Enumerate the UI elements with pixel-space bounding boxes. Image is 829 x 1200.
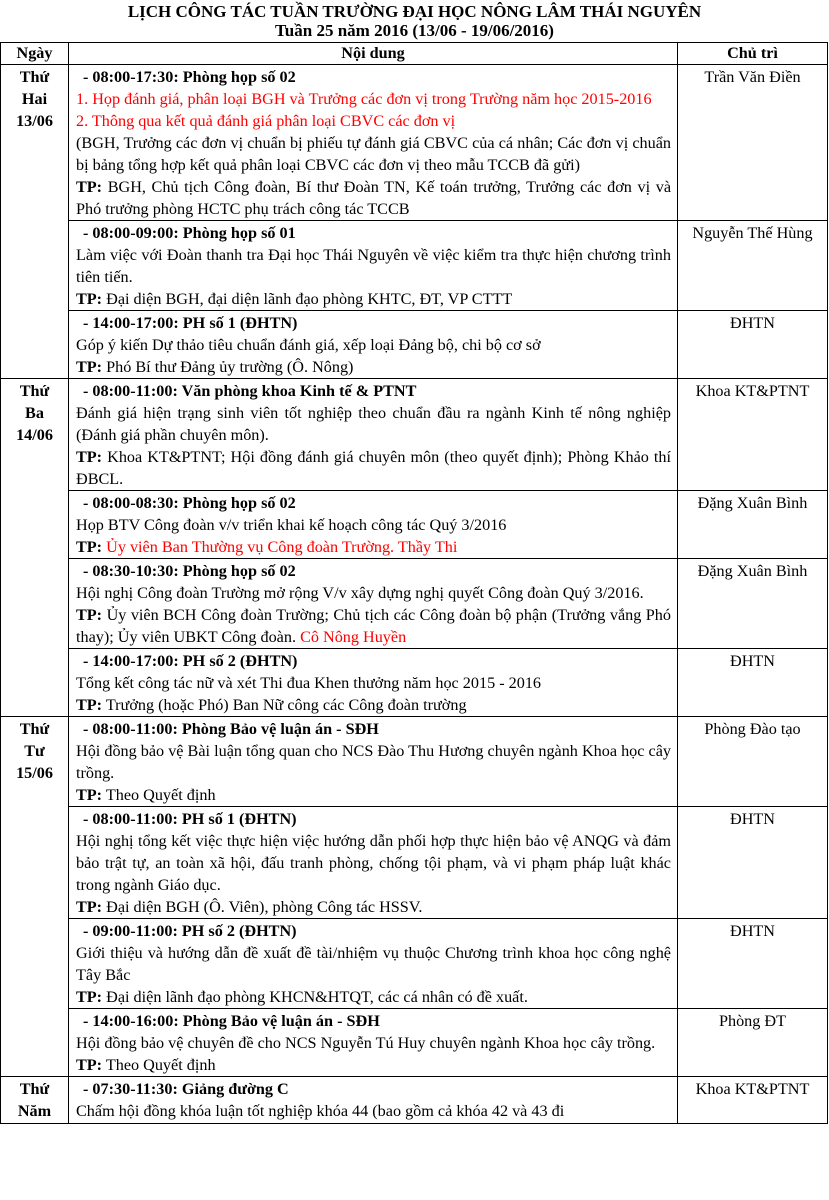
participants-text: Trưởng (hoặc Phó) Ban Nữ công các Công đoàn trường bbox=[105, 696, 467, 714]
day-label: 14/06 bbox=[16, 426, 53, 444]
event-description: Tổng kết công tác nữ và xét Thi đua Khen thưởng năm học 2015 - 2016 bbox=[76, 674, 542, 692]
event-participants bbox=[76, 536, 671, 558]
day-cell bbox=[1, 379, 69, 717]
participants-label: TP: bbox=[76, 290, 103, 308]
event-description: Họp BTV Công đoàn v/v triển khai kế hoạch công tác Quý 3/2016 bbox=[76, 516, 507, 534]
event-content-cell bbox=[69, 717, 678, 807]
participants-label: TP: bbox=[76, 538, 103, 556]
event-description: Hội đồng bảo vệ chuyên đề cho NCS Nguyễn Tú Huy chuyên ngành Khoa học cây trồng. bbox=[76, 1034, 656, 1052]
participants-label: TP: bbox=[76, 1056, 103, 1074]
event-participants bbox=[76, 288, 671, 310]
event-description: Giới thiệu và hướng dẫn đề xuất đề tài/nhiệm vụ thuộc Chương trình khoa học công nghệ Tây Bắc bbox=[76, 944, 671, 984]
event-host-cell: Đặng Xuân Bình bbox=[678, 559, 828, 649]
event-content-cell bbox=[69, 491, 678, 559]
table-row bbox=[1, 221, 828, 311]
table-row bbox=[1, 919, 828, 1009]
event-content-cell bbox=[69, 1009, 678, 1077]
event-time-location: - 08:00-08:30: Phòng họp số 02 bbox=[83, 494, 296, 512]
event-description: Chấm hội đồng khóa luận tốt nghiệp khóa 44 (bao gồm cả khóa 42 và 43 đi bbox=[76, 1102, 565, 1120]
table-row bbox=[1, 649, 828, 717]
event-time-location: - 08:00-17:30: Phòng họp số 02 bbox=[83, 68, 296, 86]
event-participants bbox=[76, 986, 671, 1008]
day-label: Thứ bbox=[19, 1080, 50, 1098]
table-row bbox=[1, 1009, 828, 1077]
event-content-cell bbox=[69, 807, 678, 919]
participants-text: Ủy viên Ban Thường vụ Công đoàn Trường. Thầy Thi bbox=[106, 538, 458, 556]
table-row bbox=[1, 717, 828, 807]
participants-text: Đại diện BGH, đại diện lãnh đạo phòng KHTC, ĐT, VP CTTT bbox=[106, 290, 513, 308]
event-participants bbox=[76, 356, 671, 378]
participants-label: TP: bbox=[76, 178, 103, 196]
event-time-location: - 08:00-11:00: Phòng Bảo vệ luận án - SĐH bbox=[83, 720, 379, 738]
event-description: (BGH, Trưởng các đơn vị chuẩn bị phiếu tự đánh giá CBVC của cá nhân; Các đơn vị chuẩn bị bảng tổng hợp kết quả phân loại CBVC các đơn vị theo mẫu TCCB đã gửi) bbox=[76, 134, 671, 174]
event-description: Hội đồng bảo vệ Bài luận tổng quan cho NCS Đào Thu Hương chuyên ngành Khoa học cây trồng. bbox=[76, 742, 671, 782]
participants-text: Đại diện lãnh đạo phòng KHCN&HTQT, các cá nhân có đề xuất. bbox=[106, 988, 528, 1006]
event-host-cell: ĐHTN bbox=[678, 649, 828, 717]
table-row bbox=[1, 559, 828, 649]
event-description: Hội nghị tổng kết việc thực hiện việc hướng dẫn phối hợp thực hiện bảo vệ ANQG và đảm bảo trật tự, an toàn xã hội, đấu tranh phòng, chống tội phạm, và vi phạm pháp luật khác trong ngành Giáo dục. bbox=[76, 832, 671, 894]
table-row bbox=[1, 311, 828, 379]
day-label: Năm bbox=[17, 1102, 52, 1120]
event-participants bbox=[76, 604, 671, 648]
event-time-location: - 07:30-11:30: Giảng đường C bbox=[83, 1080, 289, 1098]
table-header-row bbox=[1, 43, 828, 65]
day-cell bbox=[1, 65, 69, 379]
event-description: Góp ý kiến Dự thảo tiêu chuẩn đánh giá, xếp loại Đảng bộ, chi bộ cơ sở bbox=[76, 336, 541, 354]
participants-label: TP: bbox=[76, 358, 103, 376]
event-host-cell: Phòng Đào tạo bbox=[678, 717, 828, 807]
event-time-location: - 14:00-16:00: Phòng Bảo vệ luận án - SĐH bbox=[83, 1012, 380, 1030]
participants-text: Phó Bí thư Đảng ủy trường (Ô. Nông) bbox=[106, 358, 354, 376]
event-participants bbox=[76, 784, 671, 806]
event-time-location: - 09:00-11:00: PH số 2 (ĐHTN) bbox=[83, 922, 297, 940]
event-content-cell bbox=[69, 1077, 678, 1124]
day-label: Thứ bbox=[19, 68, 50, 86]
participants-text: Khoa KT&PTNT; Hội đồng đánh giá chuyên môn (theo quyết định); Phòng Khảo thí ĐBCL. bbox=[76, 448, 671, 488]
event-host-cell: ĐHTN bbox=[678, 807, 828, 919]
day-label: Thứ bbox=[19, 720, 50, 738]
event-participants bbox=[76, 896, 671, 918]
participants-note: Cô Nông Huyền bbox=[296, 628, 407, 646]
event-participants bbox=[76, 694, 671, 716]
event-time-location: - 14:00-17:00: PH số 1 (ĐHTN) bbox=[83, 314, 298, 332]
participants-text: Theo Quyết định bbox=[105, 786, 216, 804]
event-description: 1. Họp đánh giá, phân loại BGH và Trưởng các đơn vị trong Trường năm học 2015-2016 bbox=[76, 90, 652, 108]
schedule-body bbox=[1, 65, 828, 1124]
day-cell bbox=[1, 717, 69, 1077]
participants-label: TP: bbox=[76, 696, 103, 714]
event-time-location: - 08:00-09:00: Phòng họp số 01 bbox=[83, 224, 296, 242]
event-participants bbox=[76, 446, 671, 490]
day-cell bbox=[1, 1077, 69, 1124]
column-header-content: Nội dung bbox=[69, 43, 678, 65]
event-participants bbox=[76, 176, 671, 220]
day-label: 15/06 bbox=[16, 764, 53, 782]
page-subtitle: Tuần 25 năm 2016 (13/06 - 19/06/2016) bbox=[275, 21, 554, 40]
event-participants bbox=[76, 1054, 671, 1076]
event-host-cell: Khoa KT&PTNT bbox=[678, 379, 828, 491]
event-time-location: - 14:00-17:00: PH số 2 (ĐHTN) bbox=[83, 652, 298, 670]
day-label: Hai bbox=[21, 90, 48, 108]
event-description: 2. Thông qua kết quả đánh giá phân loại CBVC các đơn vị bbox=[76, 112, 456, 130]
event-content-cell bbox=[69, 379, 678, 491]
table-row bbox=[1, 1077, 828, 1124]
event-host-cell: Đặng Xuân Bình bbox=[678, 491, 828, 559]
event-host-cell: Khoa KT&PTNT bbox=[678, 1077, 828, 1124]
day-label: 13/06 bbox=[16, 112, 53, 130]
table-row bbox=[1, 807, 828, 919]
event-content-cell bbox=[69, 649, 678, 717]
event-time-location: - 08:00-11:00: PH số 1 (ĐHTN) bbox=[83, 810, 297, 828]
event-content-cell bbox=[69, 221, 678, 311]
day-label: Ba bbox=[25, 404, 44, 422]
event-description: Làm việc với Đoàn thanh tra Đại học Thái Nguyên về việc kiểm tra thực hiện chương trình tiên tiến. bbox=[76, 246, 671, 286]
schedule-table bbox=[0, 42, 828, 1124]
participants-label: TP: bbox=[76, 898, 103, 916]
event-content-cell bbox=[69, 559, 678, 649]
event-host-cell: Nguyễn Thế Hùng bbox=[678, 221, 828, 311]
column-header-host: Chủ trì bbox=[678, 43, 828, 65]
table-row bbox=[1, 65, 828, 221]
event-content-cell bbox=[69, 311, 678, 379]
day-label: Tư bbox=[24, 742, 45, 760]
participants-text: BGH, Chủ tịch Công đoàn, Bí thư Đoàn TN, Kế toán trưởng, Trưởng các đơn vị và Phó trưởng phòng HCTC phụ trách công tác TCCB bbox=[76, 178, 672, 218]
table-row bbox=[1, 379, 828, 491]
participants-label: TP: bbox=[76, 988, 103, 1006]
event-content-cell bbox=[69, 919, 678, 1009]
participants-text: Theo Quyết định bbox=[105, 1056, 216, 1074]
event-description: Đánh giá hiện trạng sinh viên tốt nghiệp theo chuẩn đầu ra ngành Kinh tế nông nghiệp (Đánh giá phần chuyên môn). bbox=[76, 404, 671, 444]
event-host-cell: Phòng ĐT bbox=[678, 1009, 828, 1077]
event-description: Hội nghị Công đoàn Trường mở rộng V/v xây dựng nghị quyết Công đoàn Quý 3/2016. bbox=[76, 584, 644, 602]
event-host-cell: ĐHTN bbox=[678, 311, 828, 379]
page-title: LỊCH CÔNG TÁC TUẦN TRƯỜNG ĐẠI HỌC NÔNG LÂM THÁI NGUYÊN bbox=[127, 2, 702, 21]
event-host-cell: ĐHTN bbox=[678, 919, 828, 1009]
participants-label: TP: bbox=[76, 786, 103, 804]
event-time-location: - 08:00-11:00: Văn phòng khoa Kinh tế & PTNT bbox=[83, 382, 417, 400]
table-row bbox=[1, 491, 828, 559]
day-label: Thứ bbox=[19, 382, 50, 400]
participants-label: TP: bbox=[76, 448, 103, 466]
participants-text: Ủy viên BCH Công đoàn Trường; Chủ tịch các Công đoàn bộ phận (Trưởng vắng Phó thay); Ủy viên UBKT Công đoàn. bbox=[76, 606, 671, 646]
event-host-cell: Trần Văn Điền bbox=[678, 65, 828, 221]
participants-text: Đại diện BGH (Ô. Viên), phòng Công tác HSSV. bbox=[106, 898, 423, 916]
event-content-cell bbox=[69, 65, 678, 221]
participants-label: TP: bbox=[76, 606, 103, 624]
column-header-day: Ngày bbox=[1, 43, 69, 65]
event-time-location: - 08:30-10:30: Phòng họp số 02 bbox=[83, 562, 296, 580]
